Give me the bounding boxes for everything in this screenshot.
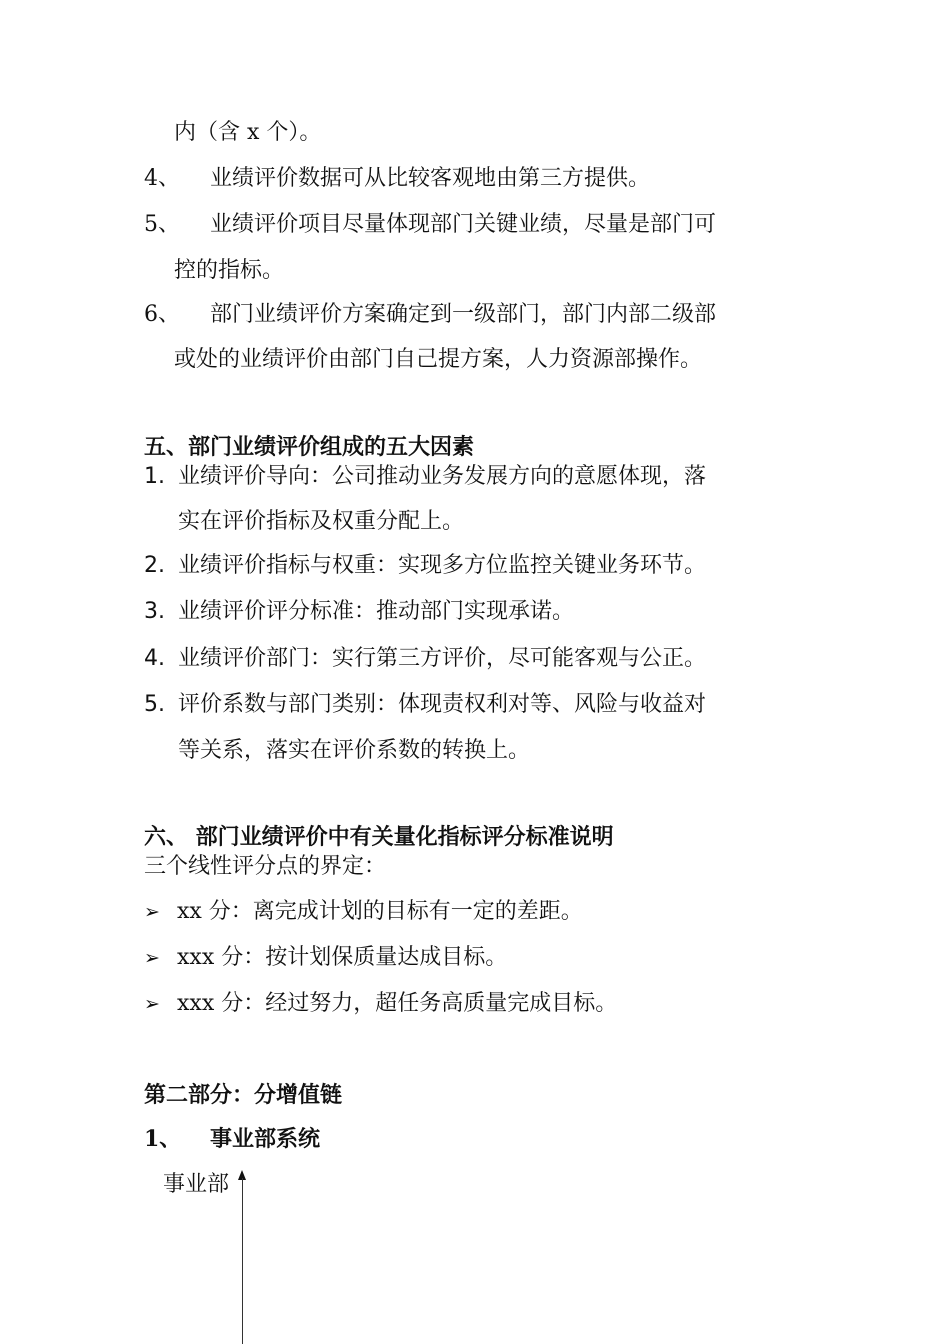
list-item	[144, 551, 706, 581]
rule-continuation: 或处的业绩评价由部门自己提方案，人力资源部操作。	[174, 347, 703, 372]
bullet-text: xxx 分：经过努力，超任务高质量完成目标。	[177, 991, 618, 1016]
section-heading: 六、 部门业绩评价中有关量化指标评分标准说明	[144, 824, 614, 850]
subsection-number: 1、	[144, 1126, 182, 1152]
bullet-text: xxx 分：按计划保质量达成目标。	[177, 945, 508, 970]
list-number: 2.	[144, 553, 165, 578]
bullet-item	[144, 897, 583, 927]
list-item	[144, 462, 706, 492]
subsection-title: 事业部系统	[210, 1126, 321, 1152]
bullet-text: xx 分：离完成计划的目标有一定的差距。	[177, 899, 583, 924]
list-text: 业绩评价导向：公司推动业务发展方向的意愿体现，落	[178, 464, 707, 489]
arrow-bullet-icon: ➢	[144, 993, 160, 1015]
section-intro: 三个线性评分点的界定：	[144, 854, 387, 879]
rule-text: 部门业绩评价方案确定到一级部门，部门内部二级部	[210, 302, 717, 327]
rule-item	[144, 210, 716, 240]
subsection-heading	[144, 1124, 320, 1154]
list-text: 评价系数与部门类别：体现责权利对等、风险与收益对	[178, 692, 707, 717]
axis-label: 事业部	[163, 1172, 230, 1197]
list-item	[144, 644, 706, 674]
list-number: 1.	[144, 464, 165, 489]
list-continuation: 等关系，落实在评价系数的转换上。	[178, 738, 531, 763]
rule-text: 业绩评价数据可从比较客观地由第三方提供。	[210, 166, 651, 191]
bullet-item	[144, 989, 617, 1019]
list-item	[144, 690, 706, 720]
part-heading: 第二部分：分增值链	[144, 1082, 343, 1108]
list-text: 业绩评价指标与权重：实现多方位监控关键业务环节。	[178, 553, 707, 578]
rule-item	[144, 300, 716, 330]
list-item	[144, 597, 574, 627]
arrow-bullet-icon: ➢	[144, 901, 160, 923]
list-number: 3.	[144, 599, 165, 624]
rule-text: 业绩评价项目尽量体现部门关键业绩，尽量是部门可	[210, 212, 717, 237]
rule-item	[144, 164, 650, 194]
vertical-axis	[242, 1178, 243, 1344]
arrow-bullet-icon: ➢	[144, 947, 160, 969]
list-number: 5.	[144, 692, 165, 717]
continuation-line: 内（含 x 个）。	[174, 120, 322, 145]
rule-continuation: 控的指标。	[174, 258, 285, 283]
bullet-item	[144, 943, 507, 973]
list-continuation: 实在评价指标及权重分配上。	[178, 509, 465, 534]
list-text: 业绩评价评分标准：推动部门实现承诺。	[178, 599, 575, 624]
rule-number: 4、	[144, 166, 180, 191]
rule-number: 5、	[144, 212, 180, 237]
rule-number: 6、	[144, 302, 180, 327]
list-text: 业绩评价部门：实行第三方评价，尽可能客观与公正。	[178, 646, 707, 671]
section-heading: 五、部门业绩评价组成的五大因素	[144, 434, 475, 460]
list-number: 4.	[144, 646, 165, 671]
